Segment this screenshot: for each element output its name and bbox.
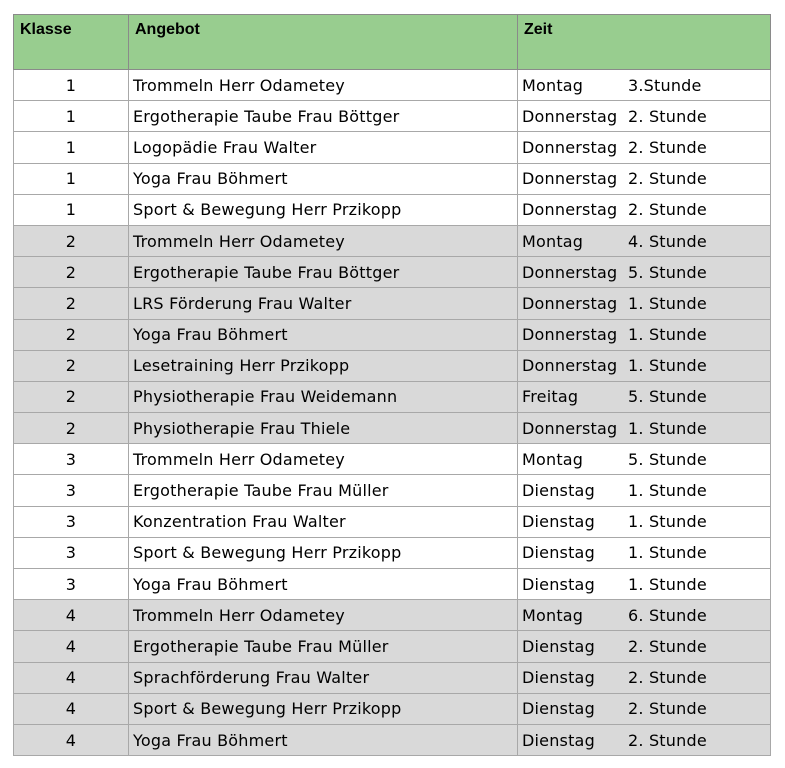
cell-zeit <box>518 444 771 475</box>
cell-zeit <box>518 600 771 631</box>
zeit-day: Montag <box>522 75 584 95</box>
zeit-day: Donnerstag <box>522 325 618 345</box>
cell-angebot: Trommeln Herr Odametey <box>129 600 518 631</box>
cell-angebot: LRS Förderung Frau Walter <box>129 288 518 319</box>
table-row <box>14 506 771 537</box>
cell-angebot: Sprachförderung Frau Walter <box>129 662 518 693</box>
table-row <box>14 350 771 381</box>
header-angebot: Angebot <box>129 15 518 70</box>
cell-zeit <box>518 413 771 444</box>
table-row <box>14 319 771 350</box>
cell-zeit <box>518 381 771 412</box>
zeit-lesson: 5. Stunde <box>628 262 707 282</box>
cell-zeit <box>518 101 771 132</box>
cell-klasse: 1 <box>14 163 129 194</box>
zeit-day: Dienstag <box>522 543 595 563</box>
cell-klasse: 4 <box>14 631 129 662</box>
header-klasse: Klasse <box>14 15 129 70</box>
cell-zeit <box>518 506 771 537</box>
zeit-day: Donnerstag <box>522 137 618 157</box>
zeit-day: Montag <box>522 605 584 625</box>
cell-angebot: Trommeln Herr Odametey <box>129 444 518 475</box>
cell-klasse: 2 <box>14 225 129 256</box>
cell-klasse: 2 <box>14 350 129 381</box>
zeit-lesson: 6. Stunde <box>628 605 707 625</box>
cell-angebot: Physiotherapie Frau Weidemann <box>129 381 518 412</box>
cell-klasse: 1 <box>14 194 129 225</box>
cell-klasse: 4 <box>14 693 129 724</box>
cell-zeit <box>518 475 771 506</box>
table-row <box>14 475 771 506</box>
table-row <box>14 631 771 662</box>
table-row <box>14 537 771 568</box>
cell-angebot: Physiotherapie Frau Thiele <box>129 413 518 444</box>
zeit-lesson: 1. Stunde <box>628 356 707 376</box>
table-row <box>14 569 771 600</box>
table-row <box>14 600 771 631</box>
zeit-day: Dienstag <box>522 574 595 594</box>
zeit-lesson: 3.Stunde <box>628 75 702 95</box>
zeit-lesson: 5. Stunde <box>628 449 707 469</box>
cell-klasse: 4 <box>14 662 129 693</box>
zeit-lesson: 1. Stunde <box>628 293 707 313</box>
zeit-lesson: 1. Stunde <box>628 325 707 345</box>
zeit-lesson: 5. Stunde <box>628 387 707 407</box>
zeit-day: Donnerstag <box>522 262 618 282</box>
cell-zeit <box>518 163 771 194</box>
cell-zeit <box>518 225 771 256</box>
zeit-lesson: 2. Stunde <box>628 106 707 126</box>
table-row <box>14 444 771 475</box>
cell-zeit <box>518 257 771 288</box>
table-row <box>14 662 771 693</box>
cell-klasse: 2 <box>14 381 129 412</box>
cell-angebot: Logopädie Frau Walter <box>129 132 518 163</box>
table-row <box>14 70 771 101</box>
cell-klasse: 2 <box>14 413 129 444</box>
cell-zeit <box>518 350 771 381</box>
cell-klasse: 1 <box>14 101 129 132</box>
cell-angebot: Konzentration Frau Walter <box>129 506 518 537</box>
zeit-lesson: 1. Stunde <box>628 418 707 438</box>
table-row <box>14 288 771 319</box>
zeit-lesson: 2. Stunde <box>628 169 707 189</box>
header-zeit: Zeit <box>518 15 771 70</box>
cell-angebot: Sport & Bewegung Herr Przikopp <box>129 194 518 225</box>
table-row <box>14 194 771 225</box>
cell-angebot: Ergotherapie Taube Frau Böttger <box>129 101 518 132</box>
zeit-lesson: 1. Stunde <box>628 481 707 501</box>
cell-zeit <box>518 724 771 755</box>
cell-angebot: Ergotherapie Taube Frau Böttger <box>129 257 518 288</box>
table-row <box>14 132 771 163</box>
schedule-table <box>13 14 771 756</box>
zeit-day: Donnerstag <box>522 106 618 126</box>
zeit-day: Freitag <box>522 387 579 407</box>
cell-zeit <box>518 194 771 225</box>
table-row <box>14 724 771 755</box>
zeit-day: Donnerstag <box>522 200 618 220</box>
zeit-day: Donnerstag <box>522 418 618 438</box>
cell-angebot: Sport & Bewegung Herr Przikopp <box>129 537 518 568</box>
table-body <box>14 70 771 756</box>
cell-angebot: Ergotherapie Taube Frau Müller <box>129 475 518 506</box>
cell-zeit <box>518 288 771 319</box>
table-row <box>14 163 771 194</box>
cell-zeit <box>518 132 771 163</box>
cell-klasse: 2 <box>14 257 129 288</box>
table-header-row <box>14 15 771 70</box>
cell-klasse: 1 <box>14 132 129 163</box>
zeit-day: Montag <box>522 231 584 251</box>
cell-angebot: Lesetraining Herr Przikopp <box>129 350 518 381</box>
cell-klasse: 1 <box>14 70 129 101</box>
zeit-lesson: 1. Stunde <box>628 512 707 532</box>
cell-klasse: 3 <box>14 537 129 568</box>
cell-angebot: Yoga Frau Böhmert <box>129 569 518 600</box>
table-row <box>14 225 771 256</box>
table-row <box>14 101 771 132</box>
zeit-day: Dienstag <box>522 636 595 656</box>
zeit-day: Donnerstag <box>522 293 618 313</box>
zeit-lesson: 4. Stunde <box>628 231 707 251</box>
zeit-lesson: 2. Stunde <box>628 730 707 750</box>
zeit-day: Dienstag <box>522 481 595 501</box>
zeit-day: Dienstag <box>522 512 595 532</box>
zeit-lesson: 2. Stunde <box>628 699 707 719</box>
cell-klasse: 3 <box>14 444 129 475</box>
cell-angebot: Sport & Bewegung Herr Przikopp <box>129 693 518 724</box>
zeit-day: Donnerstag <box>522 169 618 189</box>
table-row <box>14 413 771 444</box>
cell-zeit <box>518 693 771 724</box>
cell-klasse: 3 <box>14 569 129 600</box>
cell-klasse: 4 <box>14 724 129 755</box>
cell-zeit <box>518 319 771 350</box>
cell-klasse: 3 <box>14 506 129 537</box>
cell-klasse: 2 <box>14 319 129 350</box>
zeit-lesson: 2. Stunde <box>628 668 707 688</box>
zeit-day: Donnerstag <box>522 356 618 376</box>
cell-angebot: Trommeln Herr Odametey <box>129 70 518 101</box>
cell-zeit <box>518 537 771 568</box>
zeit-day: Dienstag <box>522 730 595 750</box>
cell-zeit <box>518 662 771 693</box>
cell-angebot: Yoga Frau Böhmert <box>129 724 518 755</box>
cell-angebot: Ergotherapie Taube Frau Müller <box>129 631 518 662</box>
zeit-lesson: 1. Stunde <box>628 543 707 563</box>
cell-klasse: 3 <box>14 475 129 506</box>
cell-angebot: Yoga Frau Böhmert <box>129 163 518 194</box>
cell-klasse: 2 <box>14 288 129 319</box>
cell-zeit <box>518 569 771 600</box>
zeit-day: Montag <box>522 449 584 469</box>
cell-angebot: Yoga Frau Böhmert <box>129 319 518 350</box>
cell-klasse: 4 <box>14 600 129 631</box>
zeit-lesson: 2. Stunde <box>628 137 707 157</box>
zeit-lesson: 1. Stunde <box>628 574 707 594</box>
zeit-day: Dienstag <box>522 699 595 719</box>
zeit-lesson: 2. Stunde <box>628 636 707 656</box>
table-row <box>14 257 771 288</box>
cell-zeit <box>518 631 771 662</box>
table-row <box>14 381 771 412</box>
cell-angebot: Trommeln Herr Odametey <box>129 225 518 256</box>
zeit-lesson: 2. Stunde <box>628 200 707 220</box>
cell-zeit <box>518 70 771 101</box>
zeit-day: Dienstag <box>522 668 595 688</box>
table-row <box>14 693 771 724</box>
